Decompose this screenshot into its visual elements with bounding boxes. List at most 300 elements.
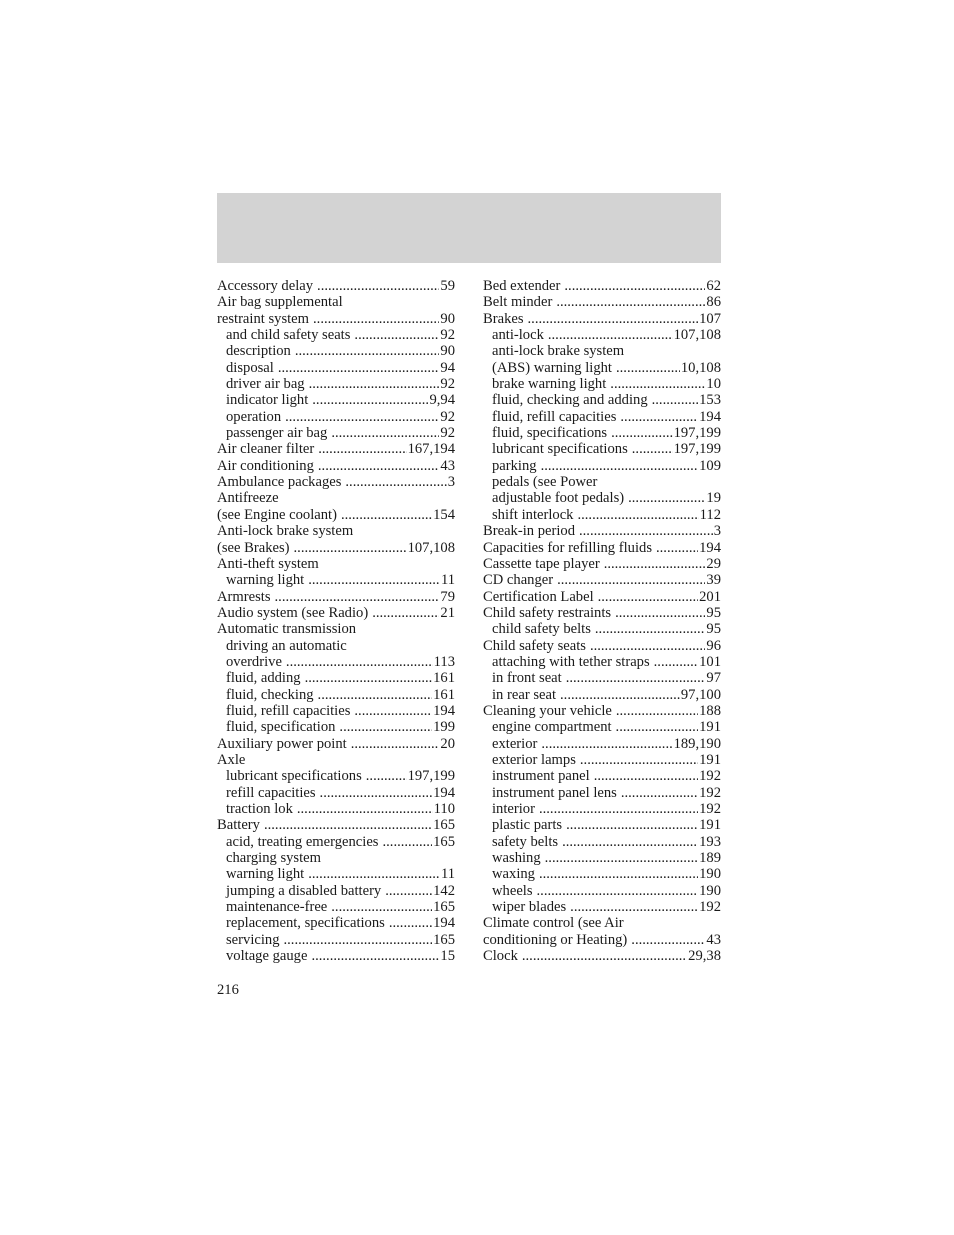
index-entry-text: Break-in period (483, 523, 575, 540)
dot-leader (275, 589, 440, 605)
index-entry-text: fluid, checking and adding (492, 392, 648, 409)
dot-leader (548, 327, 673, 343)
index-entry-text: plastic parts (492, 817, 563, 834)
index-entry (217, 458, 455, 474)
index-entry-page: 192 (699, 784, 721, 801)
dot-leader (557, 572, 705, 588)
index-entry-text: in front seat (492, 670, 562, 687)
index-entry (217, 605, 455, 621)
index-entry-page: 11 (440, 866, 455, 883)
dot-leader (264, 817, 432, 833)
index-entry-text: driver air bag (226, 376, 305, 393)
index-entry (217, 294, 455, 310)
index-entry (483, 687, 721, 703)
index-entry-text: interior (492, 801, 535, 817)
index-entry-page: 79 (440, 588, 455, 605)
index-entry-page: 165 (433, 931, 455, 948)
index-entry-text: charging system (226, 850, 321, 867)
dot-leader (345, 474, 446, 490)
index-entry-page: 161 (433, 670, 455, 687)
dot-leader (351, 736, 440, 752)
dot-leader (564, 278, 705, 294)
index-entry (483, 785, 721, 801)
index-entry-page: 9,94 (429, 392, 455, 409)
index-entry-text: attaching with tether straps (492, 653, 650, 670)
index-entry-page: 165 (433, 817, 455, 834)
index-entry-page: 154 (433, 506, 455, 523)
index-entry (483, 638, 721, 654)
dot-leader (341, 507, 432, 523)
index-entry-page: 20 (440, 735, 455, 752)
index-entry (217, 932, 455, 948)
index-entry-text: warning light (226, 866, 305, 883)
dot-leader (318, 441, 406, 457)
index-entry-page: 191 (699, 751, 721, 768)
dot-leader (294, 540, 407, 556)
index-entry-text: Certification Label (483, 588, 594, 605)
index-entry (483, 441, 721, 457)
index-entry (483, 719, 721, 735)
index-entry-text: voltage gauge (226, 948, 308, 965)
dot-leader (656, 540, 698, 556)
index-entry-page: 3 (447, 474, 455, 491)
index-entry-text: engine compartment (492, 719, 612, 736)
index-entry (217, 376, 455, 392)
index-entry (217, 327, 455, 343)
index-entry-page: 192 (699, 899, 721, 916)
index-entry-text: CD changer (483, 572, 554, 589)
index-entry-page: 92 (440, 408, 455, 425)
index-entry-text: Accessory delay (217, 278, 314, 294)
index-entry-page: 193 (699, 833, 721, 850)
index-entry (217, 523, 455, 539)
dot-leader (308, 572, 440, 588)
index-entry-page: 191 (699, 817, 721, 834)
index-entry-text: exterior (492, 735, 538, 752)
index-entry-page: 110 (433, 801, 455, 817)
index-entry-text: Child safety seats (483, 637, 586, 654)
index-entry (217, 703, 455, 719)
dot-leader (354, 703, 432, 719)
dot-leader (590, 638, 705, 654)
index-entry-text: warning light (226, 572, 305, 589)
dot-leader (594, 768, 698, 784)
dot-leader (570, 899, 698, 915)
index-entry (483, 899, 721, 915)
index-entry (217, 948, 455, 964)
dot-leader (556, 294, 705, 310)
index-entry (217, 621, 455, 637)
index-entry-page: 190 (699, 866, 721, 883)
dot-leader (631, 932, 705, 948)
index-entry (483, 490, 721, 506)
dot-leader (313, 311, 439, 327)
index-entry-text: instrument panel (492, 768, 590, 785)
index-entry-page: 90 (440, 343, 455, 360)
index-entry-page: 95 (706, 621, 721, 638)
dot-leader (297, 801, 433, 817)
index-entry-text: fluid, specification (226, 719, 336, 736)
index-entry-page: 192 (699, 768, 721, 785)
index-entry-page: 90 (440, 310, 455, 327)
index-entry-text: parking (492, 457, 537, 474)
index-entry-text: Armrests (217, 588, 271, 605)
index-entry (217, 866, 455, 882)
index-entry (483, 507, 721, 523)
dot-leader (385, 883, 432, 899)
dot-leader (308, 866, 440, 882)
dot-leader (318, 458, 440, 474)
dot-leader (579, 523, 713, 539)
index-entry-text: Anti-lock brake system (217, 523, 354, 540)
index-entry-text: Child safety restraints (483, 604, 612, 621)
index-entry (483, 294, 721, 310)
dot-leader (372, 605, 439, 621)
index-entry (483, 752, 721, 768)
index-entry-text: Audio system (see Radio) (217, 604, 369, 621)
index-entry (483, 703, 721, 719)
index-entry-page: 189 (699, 850, 721, 867)
index-entry-text: servicing (226, 931, 280, 948)
index-entry (483, 343, 721, 359)
index-entry (483, 540, 721, 556)
index-entry (217, 654, 455, 670)
index-entry (483, 376, 721, 392)
index-entry (217, 507, 455, 523)
dot-leader (566, 670, 706, 686)
index-entry (483, 883, 721, 899)
dot-leader (311, 948, 439, 964)
index-entry-text: safety belts (492, 833, 559, 850)
index-entry-text: in rear seat (492, 686, 557, 703)
dot-leader (616, 703, 698, 719)
index-entry-page: 153 (699, 392, 721, 409)
index-entry (483, 311, 721, 327)
index-entry-page: 113 (433, 653, 455, 670)
index-entry-text: Capacities for refilling fluids (483, 539, 652, 556)
index-entry-text: instrument panel lens (492, 784, 617, 801)
index-entry-page: 197,199 (673, 425, 721, 442)
index-entry-page: 92 (440, 425, 455, 442)
index-entry-text: and child safety seats (226, 327, 351, 344)
index-entry (217, 311, 455, 327)
dot-leader (285, 409, 439, 425)
index-entry-text: indicator light (226, 392, 309, 409)
index-entry-text: Automatic transmission (217, 621, 357, 638)
index-entry-page: 194 (699, 539, 721, 556)
index-entry (483, 605, 721, 621)
index-entry-page: 21 (440, 604, 455, 621)
index-entry (217, 736, 455, 752)
dot-leader (545, 850, 698, 866)
index-entry-page: 190 (699, 882, 721, 899)
index-entry-page: 194 (433, 915, 455, 932)
index-entry-text: fluid, checking (226, 686, 314, 703)
index-entry-text: acid, treating emergencies (226, 833, 379, 850)
index-entry (483, 670, 721, 686)
index-entry (217, 785, 455, 801)
index-entry-text: brake warning light (492, 376, 607, 393)
index-entry-text: (see Brakes) (217, 539, 290, 556)
index-entry-page: 97 (706, 670, 721, 687)
dot-leader (339, 719, 432, 735)
index-entry-page: 19 (706, 490, 721, 507)
index-entry-text: Ambulance packages (217, 474, 342, 491)
dot-leader (383, 834, 433, 850)
index-entry (217, 638, 455, 654)
dot-leader (611, 425, 672, 441)
index-entry-page: 165 (433, 833, 455, 850)
index-entry-text: Air conditioning (217, 457, 314, 474)
index-entry-text: Cassette tape player (483, 555, 600, 572)
index-entry (483, 278, 721, 294)
index-entry (217, 687, 455, 703)
index-entry-text: Auxiliary power point (217, 735, 347, 752)
index-entry-text: disposal (226, 359, 274, 376)
index-entry-text: exterior lamps (492, 751, 576, 768)
index-entry-text: passenger air bag (226, 425, 328, 442)
index-entry-page: 165 (433, 899, 455, 916)
dot-leader (528, 311, 699, 327)
index-entry-text: lubricant specifications (492, 441, 628, 458)
dot-leader (632, 441, 673, 457)
dot-leader (610, 376, 705, 392)
index-entry-page: 142 (433, 882, 455, 899)
dot-leader (305, 670, 433, 686)
index-entry-text: Axle (217, 751, 246, 768)
index-entry-text: (see Engine coolant) (217, 506, 337, 523)
index-entry-text: fluid, specifications (492, 425, 608, 442)
dot-leader (286, 654, 433, 670)
dot-leader (541, 458, 699, 474)
dot-leader (604, 556, 706, 572)
index-entry (483, 866, 721, 882)
index-entry-text: restraint system (217, 310, 310, 327)
index-entry-text: Belt minder (483, 294, 553, 311)
index-column-right (483, 278, 721, 964)
index-entry-text: operation (226, 408, 282, 425)
index-entry (217, 425, 455, 441)
index-column-left (217, 278, 455, 964)
dot-leader (278, 360, 440, 376)
index-entry-page: 39 (706, 572, 721, 589)
index-entry-text: jumping a disabled battery (226, 882, 382, 899)
index-entry (483, 474, 721, 490)
dot-leader (562, 834, 698, 850)
index-entry (483, 425, 721, 441)
dot-leader (320, 785, 433, 801)
index-entry (217, 474, 455, 490)
dot-leader (537, 883, 699, 899)
index-entry-page: 191 (699, 719, 721, 736)
index-entry-page: 94 (440, 359, 455, 376)
index-entry (483, 736, 721, 752)
index-entry (483, 768, 721, 784)
index-entry-text: maintenance-free (226, 899, 328, 916)
index-entry (217, 572, 455, 588)
dot-leader (580, 752, 698, 768)
index-entry (217, 360, 455, 376)
index-entry-page: 197,199 (673, 441, 721, 458)
index-entry (483, 360, 721, 376)
index-entry-page: 161 (433, 686, 455, 703)
dot-leader (331, 425, 439, 441)
dot-leader (560, 687, 680, 703)
page-number: 216 (217, 982, 239, 998)
dot-leader (616, 360, 680, 376)
index-entry (217, 801, 455, 817)
index-entry-text: description (226, 343, 291, 360)
index-entry-page: 107 (699, 310, 721, 327)
index-entry-page: 192 (699, 801, 721, 817)
dot-leader (616, 719, 699, 735)
index-entry (217, 768, 455, 784)
index-entry (483, 850, 721, 866)
index-entry (483, 834, 721, 850)
dot-leader (566, 817, 698, 833)
index-entry-text: Antifreeze (217, 490, 279, 507)
dot-leader (522, 948, 687, 964)
index-entry-text: refill capacities (226, 784, 316, 801)
index-entry-text: anti-lock brake system (492, 343, 625, 360)
index-entry-text: adjustable foot pedals) (492, 490, 625, 507)
index-entry-page: 199 (433, 719, 455, 736)
index-entry-page: 188 (699, 702, 721, 719)
index-entry-page: 29,38 (688, 948, 721, 965)
index-entry (483, 392, 721, 408)
index-entry (483, 556, 721, 572)
index-entry (483, 572, 721, 588)
index-entry (217, 409, 455, 425)
index-entry-page: 109 (699, 457, 721, 474)
index-entry (483, 915, 721, 931)
index-entry-text: wheels (492, 882, 533, 899)
index-entry (483, 589, 721, 605)
index-entry-page: 92 (440, 327, 455, 344)
dot-leader (312, 392, 428, 408)
dot-leader (598, 589, 698, 605)
index-entry (217, 670, 455, 686)
index-entry (217, 589, 455, 605)
index-entry (217, 834, 455, 850)
header-band (217, 193, 721, 263)
index-entry-text: Clock (483, 948, 518, 965)
index-entry (217, 490, 455, 506)
index-entry (217, 540, 455, 556)
index-entry-page: 96 (706, 637, 721, 654)
index-entry-page: 11 (440, 572, 455, 589)
index-entry-text: Cleaning your vehicle (483, 702, 612, 719)
index-entry-text: shift interlock (492, 506, 574, 523)
dot-leader (628, 490, 705, 506)
index-entry-text: conditioning or Heating) (483, 931, 628, 948)
index-entry (483, 817, 721, 833)
index-entry-page: 92 (440, 376, 455, 393)
index-entry-page: 194 (433, 702, 455, 719)
index-entry (483, 327, 721, 343)
index-entry (217, 817, 455, 833)
index-entry-text: washing (492, 850, 541, 867)
dot-leader (541, 736, 672, 752)
index-entry-text: lubricant specifications (226, 768, 362, 785)
index-entry-page: 107,108 (673, 327, 721, 344)
dot-leader (317, 278, 439, 294)
index-entry-text: traction lok (226, 801, 293, 817)
index-entry (483, 458, 721, 474)
index-entry (217, 850, 455, 866)
dot-leader (654, 654, 698, 670)
dot-leader (354, 327, 439, 343)
dot-leader (284, 932, 433, 948)
index-entry-text: Climate control (see Air (483, 915, 624, 932)
dot-leader (577, 507, 698, 523)
index-entry-text: Air cleaner filter (217, 441, 315, 458)
index-entry-text: wiper blades (492, 899, 567, 916)
dot-leader (295, 343, 440, 359)
index-entry-text: waxing (492, 866, 535, 883)
index-entry (217, 343, 455, 359)
dot-leader (652, 392, 698, 408)
index-entry (217, 752, 455, 768)
dot-leader (366, 768, 407, 784)
dot-leader (309, 376, 440, 392)
index-entry-page: 194 (699, 408, 721, 425)
index-entry-text: (ABS) warning light (492, 359, 612, 376)
index-entry (217, 278, 455, 294)
index-entry (483, 523, 721, 539)
dot-leader (539, 801, 698, 817)
dot-leader (621, 785, 698, 801)
dot-leader (615, 605, 705, 621)
index-entry-text: fluid, refill capacities (226, 702, 351, 719)
index-entry-text: Anti-theft system (217, 555, 319, 572)
index-entry (217, 441, 455, 457)
index-entry (483, 948, 721, 964)
index-entry (217, 392, 455, 408)
index-entry-page: 167,194 (407, 441, 455, 458)
index-entry-page: 59 (440, 278, 455, 294)
index-entry (483, 621, 721, 637)
index-entry-page: 201 (699, 588, 721, 605)
index-entry-text: Air bag supplemental (217, 294, 343, 311)
index-entry-page: 197,199 (407, 768, 455, 785)
dot-leader (595, 621, 706, 637)
index-entry (483, 654, 721, 670)
dot-leader (620, 409, 698, 425)
index-entry-text: driving an automatic (226, 637, 347, 654)
index-entry-text: fluid, adding (226, 670, 301, 687)
index-entry (483, 932, 721, 948)
index-entry-page: 101 (699, 653, 721, 670)
index-entry-page: 194 (433, 784, 455, 801)
index-entry (217, 883, 455, 899)
index-entry-text: pedals (see Power (492, 474, 598, 491)
dot-leader (389, 915, 432, 931)
index-entry-page: 3 (713, 523, 721, 540)
index-entry-page: 29 (706, 555, 721, 572)
index-entry-page: 62 (706, 278, 721, 294)
index-entry-page: 86 (706, 294, 721, 311)
index-entry (217, 719, 455, 735)
dot-leader (539, 866, 698, 882)
dot-leader (331, 899, 432, 915)
index-entry-text: anti-lock (492, 327, 544, 344)
index-entry-page: 43 (706, 931, 721, 948)
index-entry-text: Battery (217, 817, 260, 834)
index-entry-page: 95 (706, 604, 721, 621)
index-entry (483, 409, 721, 425)
index-entry-page: 15 (440, 948, 455, 965)
